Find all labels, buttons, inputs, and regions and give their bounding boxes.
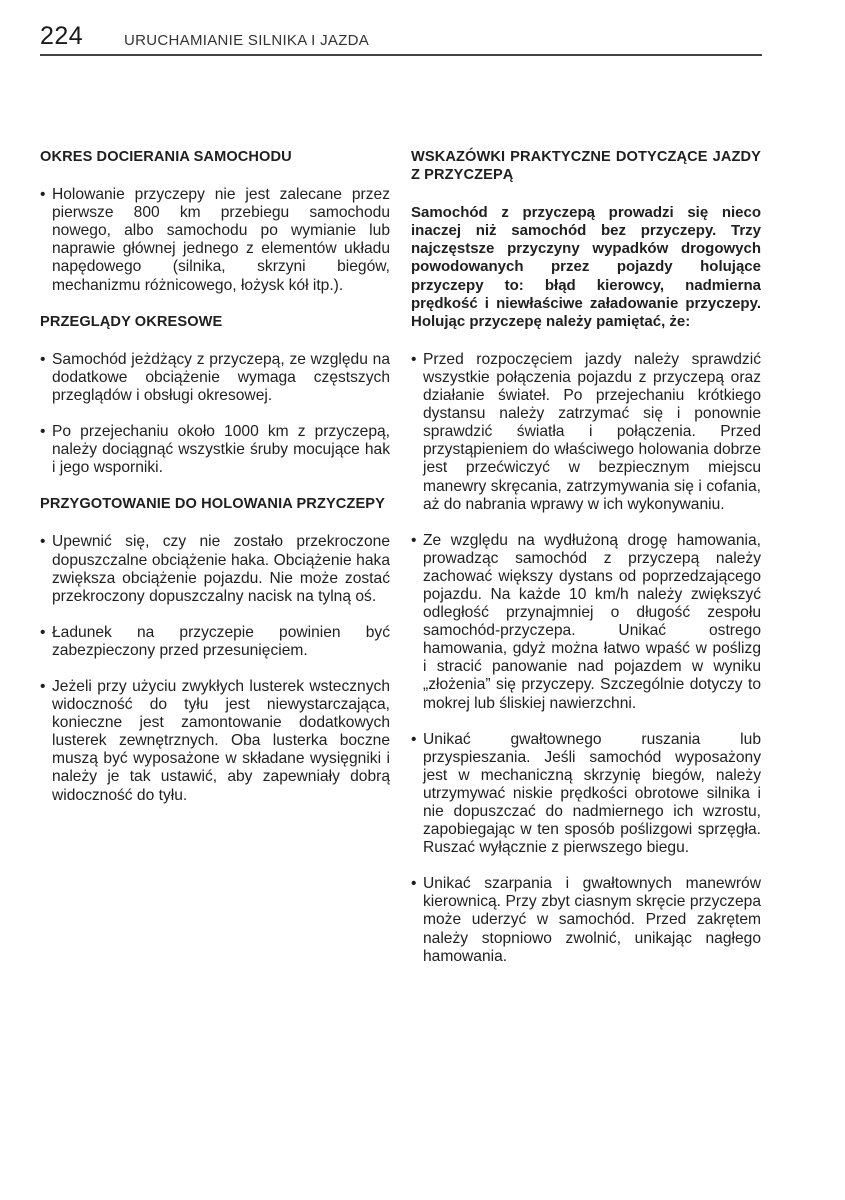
bullet-icon: • [411, 730, 417, 748]
bullet-text: Ładunek na przyczepie powinien być zabezpieczony przed przesunięciem. [52, 623, 390, 659]
bullet-text: Unikać szarpania i gwałtownych manewrów kierownicą. Przy zbyt ciasnym skręcie przyczepa może uderzyć w samochód. Przed zakrętem należy stopniowo zwolnić, unikając nagłego hamowania. [423, 875, 761, 965]
bullet-icon: • [40, 186, 46, 204]
bullet-icon: • [411, 531, 417, 549]
bullet-text: Po przejechaniu około 1000 km z przyczepą, należy dociągnąć wszystkie śruby mocujące hak i jego wsporniki. [52, 423, 390, 477]
bullet-icon: • [411, 350, 417, 368]
left-column [40, 148, 390, 823]
bullet-icon: • [40, 423, 46, 441]
bullet-icon: • [411, 875, 417, 893]
bullet-icon: • [40, 677, 46, 695]
list-item [40, 186, 390, 295]
bullet-text: Unikać gwałtownego ruszania lub przyspieszania. Jeśli samochód wyposażony jest w mechaniczną skrzynię biegów, należy utrzymywać niskie prędkości obrotowe silnika i nie dopuszczać do nadmiernego ich wzrostu, zapobiegając w ten sposób poślizgowi sprzęgła. Ruszać wyłącznie z pierwszego biegu. [423, 730, 761, 857]
list-item [411, 532, 761, 713]
bullet-text: Przed rozpoczęciem jazdy należy sprawdzić wszystkie połączenia pojazdu z przyczepą oraz działanie świateł. Po przejechaniu krótkiego dystansu należy zatrzymać się i ponownie sprawdzić światła i połączenia. Przed przystąpieniem do właściwego holowania dobrze jest przećwiczyć w bezpiecznym miejscu manewry skręcania, zatrzymywania się i cofania, aż do nabrania wprawy w ich wykonywaniu. [423, 350, 761, 513]
bullet-icon: • [40, 623, 46, 641]
bullet-icon: • [40, 350, 46, 368]
heading-break-in: OKRES DOCIERANIA SAMOCHODU [40, 149, 292, 165]
list-item [40, 351, 390, 405]
page-header [40, 22, 762, 56]
bullet-text: Samochód jeżdżący z przyczepą, ze względu na dodatkowe obciążenie wymaga częstszych przeglądów i obsługi okresowej. [52, 350, 390, 404]
list-item [40, 533, 390, 605]
heading-inspections: PRZEGLĄDY OKRESOWE [40, 313, 223, 330]
list-item [40, 624, 390, 660]
list-item [411, 351, 761, 514]
bullet-text: Upewnić się, czy nie zostało przekroczone dopuszczalne obciążenie haka. Obciążenie haka zwiększa obciążenie pojazdu. Nie może zostać przekroczony dopuszczalny nacisk na tylną oś. [52, 533, 390, 605]
page-number: 224 [40, 22, 84, 50]
list-item [40, 678, 390, 805]
bullet-icon: • [40, 533, 46, 551]
bullet-text: Ze względu na wydłużoną drogę hamowania, prowadząc samochód z przyczepą należy zachować większy dystans od poprzedzającego pojazdu. Na każde 10 km/h należy zwiększyć odległość przynajmniej o długość zespołu samochód-przyczepa. Unikać ostrego hamowania, gdyż można łatwo wpaść w poślizg i stracić panowanie nad pojazdem w wyniku „złożenia” się przyczepy. Szczególnie dotyczy to mokrej lub śliskiej nawierzchni. [423, 531, 761, 712]
right-column [411, 148, 761, 984]
heading-practical-tips: WSKAZÓWKI PRAKTYCZNE DOTYCZĄCE JAZDY Z PRZYCZEPĄ [411, 149, 761, 184]
intro-paragraph: Samochód z przyczepą prowadzi się nieco inaczej niż samochód bez przyczepy. Trzy najczęstsze przyczyny wypadków drogowych powodowanych przez pojazdy holujące przyczepy to: błąd kierowcy, nadmierna prędkość i niewłaściwe załadowanie przyczepy. Holując przyczepę należy pamiętać, że: [411, 204, 761, 330]
heading-preparation: PRZYGOTOWANIE DO HOLOWANIA PRZYCZEPY [40, 496, 385, 513]
bullet-text: Holowanie przyczepy nie jest zalecane przez pierwsze 800 km przebiegu samochodu nowego, albo samochodu po wymianie lub naprawie głównej jednego z elementów układu napędowego (silnika, skrzyni biegów, mechanizmu różnicowego, łożysk kół itp.). [52, 186, 390, 294]
list-item [40, 423, 390, 477]
bullet-text: Jeżeli przy użyciu zwykłych lusterek wstecznych widoczność do tyłu jest niewystarczająca, konieczne jest zamontowanie dodatkowych lusterek zewnętrznych. Oba lusterka boczne muszą być wyposażone w składane wysięgniki i należy je tak ustawić, aby zapewniały dobrą widoczność do tyłu. [52, 677, 390, 804]
list-item [411, 875, 761, 965]
section-title: URUCHAMIANIE SILNIKA I JAZDA [124, 32, 370, 49]
list-item [411, 731, 761, 858]
